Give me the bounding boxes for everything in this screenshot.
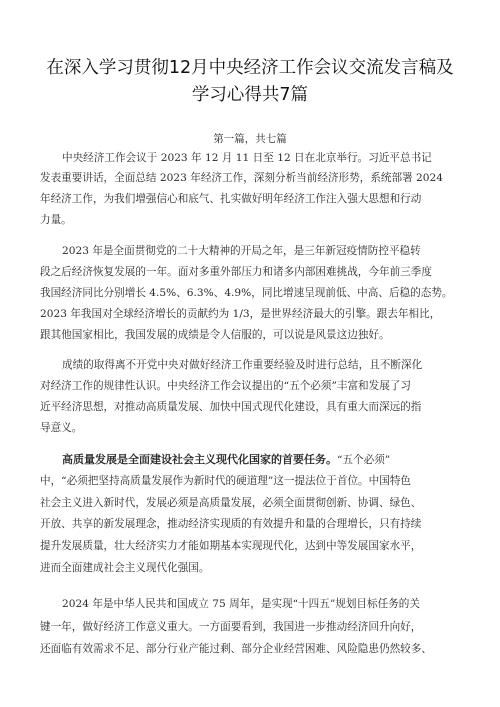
paragraph-line: 成绩的取得离不开党中央对做好经济工作重要经验及时进行总结，且不断深化 bbox=[62, 359, 423, 371]
paragraph-line: 导意义。 bbox=[40, 422, 83, 434]
paragraph-line: 进而全面建成社会主义现代化强国。 bbox=[40, 562, 210, 574]
paragraph-lead-tail: “五个必须” bbox=[337, 454, 391, 466]
paragraph-line: 近平经济思想，对推动高质量发展、加快中国式现代化建设，具有重大而深远的指 bbox=[40, 401, 422, 413]
document-title-line-2: 学习心得共7篇 bbox=[191, 85, 309, 105]
paragraph-line: 2023 年我国对全球经济增长的贡献约为 1/3，是世界经济最大的引擎。跟去年相比， bbox=[40, 308, 441, 320]
paragraph-line: 我国经济同比分别增长 4.5%、6.3%、4.9%，同比增速呈现前低、中高、后稳的态势。 bbox=[40, 287, 453, 299]
paragraph-line: 2024 年是中华人民共和国成立 75 周年，是实现“十四五”规划目标任务的关 bbox=[62, 598, 420, 610]
paragraph-lead-bold: 高质量发展是全面建设社会主义现代化国家的首要任务。 bbox=[62, 453, 337, 466]
paragraph-line: 对经济工作的规律性认识。中央经济工作会议提出的“五个必须”丰富和发展了习 bbox=[40, 380, 412, 392]
paragraph-line: 力量。 bbox=[40, 214, 72, 226]
paragraph-line: 跟其他国家相比，我国发展的成绩是令人信服的，可以说是风景这边独好。 bbox=[40, 329, 390, 341]
paragraph-line: 提升发展质量，壮大经济实力才能如期基本实现现代化，达到中等发展国家水平， bbox=[40, 540, 422, 552]
paragraph-line: 键一年，做好经济工作意义重大。一方面要看到，我国进一步推动经济回升向好， bbox=[40, 621, 422, 633]
paragraph-line: 段之后经济恢复发展的一年。面对多重外部压力和诸多内部困难挑战，今年前三季度 bbox=[40, 266, 432, 278]
section-heading: 第一篇，共七篇 bbox=[213, 133, 287, 145]
paragraph-line: 发表重要讲话，全面总结 2023 年经济工作，深刻分析当前经济形势，系统部署 2024 bbox=[40, 172, 444, 184]
document-title-line-1: 在深入学习贯彻12月中央经济工作会议交流发言稿及 bbox=[46, 58, 454, 78]
paragraph-line: 年经济工作，为我们增强信心和底气、扎实做好明年经济工作注入强大思想和行动 bbox=[40, 193, 422, 205]
paragraph-line: 开放、共享的新发展理念，推动经济实现质的有效提升和量的合理增长，只有持续 bbox=[40, 518, 422, 530]
paragraph-line: 2023 年是全面贯彻党的二十大精神的开局之年，是三年新冠疫情防控平稳转 bbox=[62, 245, 421, 257]
paragraph-line: 中，“必须把坚持高质量发展作为新时代的硬道理”这一提法位于首位。中国特色 bbox=[40, 475, 412, 487]
paragraph-lead-line bbox=[62, 452, 390, 468]
paragraph-line: 还面临有效需求不足、部分行业产能过剩、部分企业经营困难、风险隐患仍然较多、 bbox=[40, 643, 432, 655]
paragraph-line: 社会主义进入新时代，发展必须是高质量发展，必须全面贯彻创新、协调、绿色、 bbox=[40, 497, 422, 509]
paragraph-line: 中央经济工作会议于 2023 年 12 月 11 日至 12 日在北京举行。习近平总书记 bbox=[62, 152, 432, 164]
